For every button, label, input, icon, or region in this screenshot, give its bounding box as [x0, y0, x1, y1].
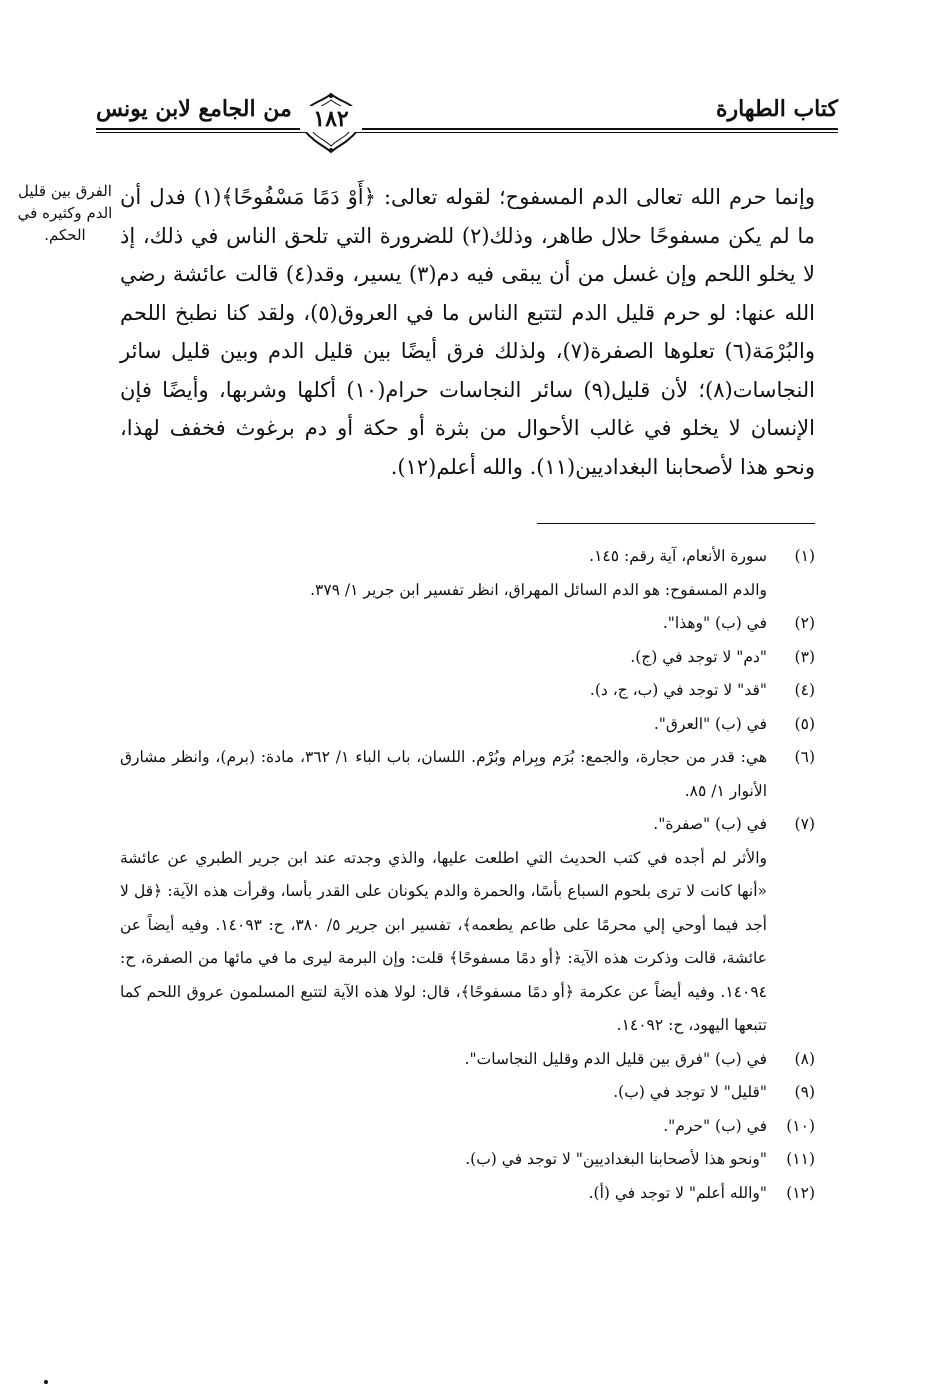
footnote-1 — [120, 540, 815, 574]
footnote-text: في (ب) "فرق بين قليل الدم وقليل النجاسات". — [464, 1049, 767, 1068]
margin-note: الفرق بين قليل الدم وكثيره في الحكم. — [17, 182, 113, 244]
footnote-text: "دم" لا توجد في (ج). — [630, 647, 767, 666]
footnote-12 — [120, 1177, 815, 1211]
footnote-text: هي: قدر من حجارة، والجمع: بُرَم وبِرام وبُرْم. اللسان، باب الباء ١/ ٣٦٢، مادة: (برم)، وانظر مشارق الأنوار ١/ ٨٥. — [120, 748, 767, 800]
header-rule — [96, 128, 838, 130]
footnote-text: "قد" لا توجد في (ب، ج، د). — [589, 681, 767, 699]
footnote-4 — [120, 674, 815, 708]
footnote-9 — [120, 1076, 815, 1110]
scan-speck — [44, 1380, 48, 1384]
page-number: ١٨٢ — [300, 106, 362, 132]
footnote-number: (١٢) — [786, 1183, 815, 1202]
footnote-text: في (ب) "حرم". — [663, 1116, 767, 1135]
footnote-text: "ونحو هذا لأصحابنا البغداديين" لا توجد في (ب). — [465, 1150, 767, 1168]
page-number-ornament — [300, 92, 362, 154]
footnote-text: سورة الأنعام، آية رقم: ١٤٥. — [589, 547, 767, 565]
footnote-number: (٨) — [794, 1049, 815, 1068]
footnote-text: في (ب) "صفرة". — [653, 815, 767, 833]
footnote-text: في (ب) "العرق". — [653, 714, 767, 733]
header-rule-thin — [96, 132, 838, 133]
footnote-number: (٥) — [794, 714, 815, 733]
footnote-number: (١١) — [786, 1150, 815, 1168]
footnote-3 — [120, 641, 815, 675]
footnote-5 — [120, 708, 815, 742]
footnote-8 — [120, 1043, 815, 1077]
footnote-separator — [537, 523, 815, 524]
footnote-7 — [120, 808, 815, 842]
body-paragraph: وإنما حرم الله تعالى الدم المسفوح؛ لقوله تعالى: ﴿أَوْ دَمًا مَسْفُوحًا﴾(١) فدل أن ما لم يكن مسفوحًا حلال طاهر، وذلك(٢) للضرورة التي تلحق الناس في ذلك، إذ لا يخلو اللحم وإن غسل من أن يبقى فيه دم(٣) يسير، وقد(٤) قالت عائشة رضي الله عنها: لو حرم قليل الدم لتتبع الناس ما في العروق(٥)، ولقد كنا نطبخ اللحم والبُرْمَة(٦) تعلوها الصفرة(٧)، ولذلك فرق أيضًا بين قليل الدم وبين قليل سائر النجاسات(٨)؛ لأن قليل(٩) سائر النجاسات حرام(١٠) أكلها وشربها، وأيضًا فإن الإنسان لا يخلو في غالب الأحوال من بثرة أو حكة أو دم برغوث فخفف لهذا، ونحو هذا لأصحابنا البغداديين(١١). والله أعلم(١٢). — [120, 185, 816, 479]
footnote-number: (١) — [794, 547, 815, 565]
footnote-text: "قليل" لا توجد في (ب). — [613, 1083, 767, 1101]
footnote-6 — [120, 741, 815, 808]
footnote-1-continuation: والدم المسفوح: هو الدم السائل المهراق، انظر تفسير ابن جرير ١/ ٣٧٩. — [310, 580, 767, 599]
footnote-11 — [120, 1143, 815, 1177]
footnote-text: في (ب) "وهذا". — [662, 614, 767, 632]
footnote-number: (٩) — [794, 1083, 815, 1101]
footnote-number: (٢) — [794, 614, 815, 632]
footnote-text: "والله أعلم" لا توجد في (أ). — [588, 1183, 767, 1202]
running-header-work-title: من الجامع لابن يونس — [96, 96, 292, 122]
footnotes — [120, 540, 815, 1210]
running-header-book-title: كتاب الطهارة — [715, 96, 838, 122]
footnote-number: (٤) — [794, 681, 815, 699]
main-text — [120, 178, 815, 486]
footnote-7-continuation: والأثر لم أجده في كتب الحديث التي اطلعت عليها، والذي وجدته عند ابن جرير الطبري عن عائشة «أنها كانت لا ترى بلحوم السباع بأسًا، والحمرة والدم يكونان على القدر بأسا، وقرأت هذه الآية: ﴿قل لا أجد فيما أوحي إلي محرمًا على طاعم يطعمه﴾، تفسير ابن جرير ٥/ ٣٨٠، ح: ١٤٠٩٣. وفيه أيضاً عن عائشة، قالت وذكرت هذه الآية: ﴿أو دمًا مسفوحًا﴾ قلت: وإن البرمة ليرى ما في مائها من الصفرة، ح: ١٤٠٩٤. وفيه أيضاً عن عكرمة ﴿أو دمًا مسفوحًا﴾، قال: لولا هذه الآية لتتبع المسلمون عروق اللحم كما تتبعها اليهود، ح: ١٤٠٩٢. — [120, 848, 767, 1034]
footnote-10 — [120, 1110, 815, 1144]
footnote-number: (٧) — [794, 815, 815, 833]
footnote-number: (٣) — [794, 647, 815, 666]
footnote-number: (٦) — [794, 748, 815, 766]
footnote-number: (١٠) — [786, 1116, 815, 1135]
footnote-2 — [120, 607, 815, 641]
